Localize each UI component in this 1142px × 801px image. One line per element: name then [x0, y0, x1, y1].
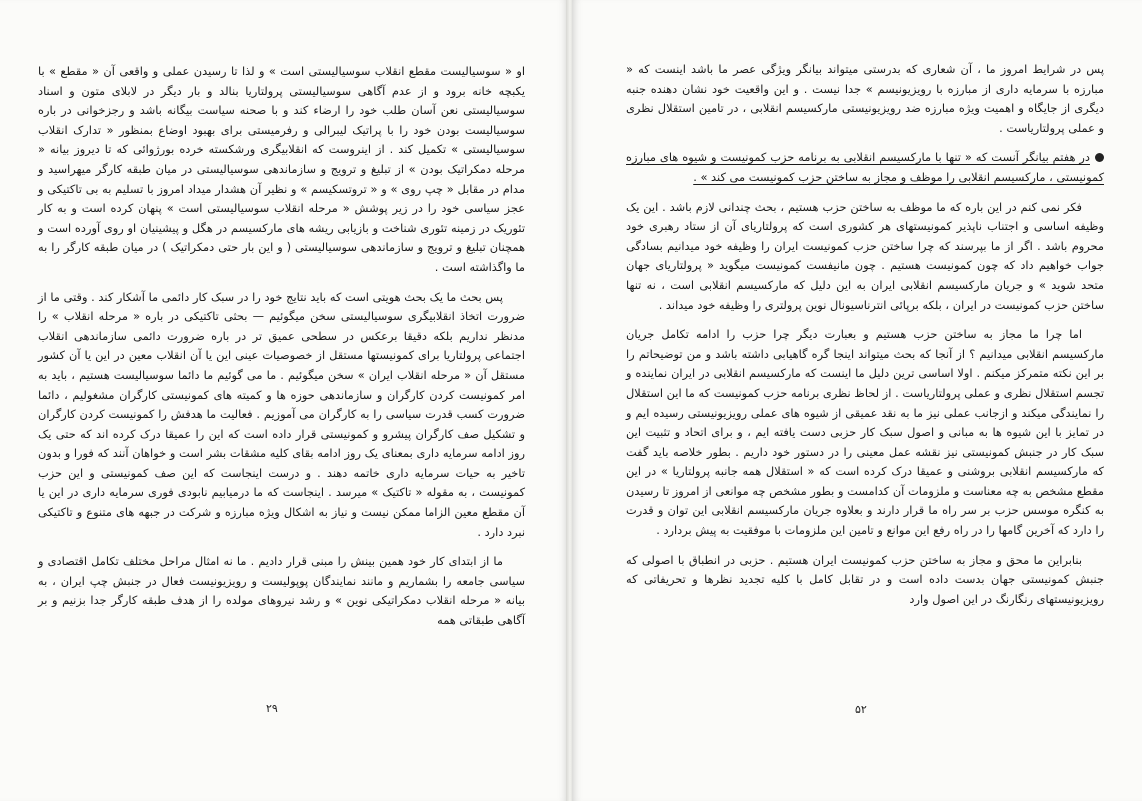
right-page-number: ۵۲ [855, 703, 867, 716]
left-page-number: ۲۹ [266, 702, 278, 715]
right-page-text [626, 60, 1104, 619]
bullet-icon [1095, 153, 1104, 162]
left-paragraph-3: ما از ابتدای کار خود همین بینش را مبنی قرار دادیم . ما نه امثال مراحل مختلف تکامل اقتصادی و سیاسی جامعه را بشماریم و مانند نمایندگان پوپولیست و رویزیونیست فعال در جنبش چپ ایران ، به بیانه « مرحله انقلاب دمکراتیکی نوین » و رشد نیروهای مولده را از هدف طبقه کارگر جدا بزنیم و بر آگاهی طبقاتی همه [38, 554, 525, 628]
left-page [0, 0, 568, 801]
right-paragraph-2: در هفتم بیانگر آنست که « تنها با مارکسیسم انقلابی به برنامه حزب کمونیست و شیوه های مبارزه کمونیستی ، مارکسیسم انقلابی را موظف و مجاز به ساختن حزب کمونیست می کند » . [626, 150, 1104, 184]
right-page [572, 0, 1142, 801]
left-page-text [38, 62, 525, 641]
right-paragraph-4: اما چرا ما مجاز به ساختن حزب هستیم و بعبارت دیگر چرا حزب را ادامه تکامل جریان مارکسیسم انقلابی میدانیم ؟ از آنجا که بحث میتواند اینجا گره گاهیابی داشته باشد و من توضیحاتم را بر این نکته متمرکز میکنم . اولا اساسی ترین دلیل ما اینست که مارکسیسم انقلابی در ایران نماینده و تجسم استقلال نظری و عملی پرولتاریاست . از لحاظ نظری برنامه حزب کمونیست که ما این استقلال را نمایندگی میکند و ازجانب عملی نیز ما به نقد عمیقی از شیوه های عملی رویزیونیستی رسیده ایم و در تمایز با این شیوه ها به مبانی و اصول سبک کار حزبی دست یافته ایم ، و برای اتحاد و تثبیت این سبک کار در جنبش کمونیستی نیز نقشه عمل معینی را در دستور خود داریم . بطور خلاصه باید گفت که مارکسیسم انقلابی بروشنی و عمیقا درک کرده است که « استقلال همه جانبه پرولتاریا » در این مقطع مشخص به چه معناست و ملزومات آن کدامست و بطور مشخص چه موانعی از امروز تا رسیدن به کنگره موسس حزب بر سر راه ما قرار دارند و بعلاوه جریان مارکسیسم انقلابی این توان و قدرت را دارد که آخرین گامها را در راه رفع این موانع و تامین این ملزومات با موفقیت به پیش بردارد . [626, 327, 1104, 538]
right-paragraph-3: فکر نمی کنم در این باره که ما موظف به ساختن حزب هستیم ، بحث چندانی لازم باشد . این یک وظیفه اساسی و اجتناب ناپذیر کمونیستهای هر کشوری است که پرولتاریای آن از ستاد رهبری خود محروم باشد . اگر از ما بپرسند که چرا ساختن حزب کمونیست ایران را وظیفه خود میدانیم بسادگی جواب خواهیم داد که چون کمونیست هستیم . چون مانیفست کمونیست میگوید « پرولتاریای جهان متحد شوید » و جریان مارکسیسم انقلابی ایران به این دلیل که مارکسیسم انقلابی است ، نه تنها ساختن حزب کمونیست در ایران ، بلکه برپائی انترناسیونال نوین پرولتری را وظیفه خود میداند . [626, 199, 1104, 312]
right-paragraph-1: پس در شرایط امروز ما ، آن شعاری که بدرستی میتواند بیانگر ویژگی عصر ما باشد اینست که « مبارزه با سرمایه داری از مبارزه با رویزیونیسم » جدا نیست . و این واقعیت خود نشان دهنده جنبه دیگری از جایگاه و اهمیت ویژه مبارزه ضد رویزیونیستی مارکسیسم انقلابی ، در تامین استقلال نظری و عملی پرولتاریاست . [626, 62, 1104, 135]
right-paragraph-2-container [626, 148, 1104, 187]
right-paragraph-5: بنابراین ما محق و مجاز به ساختن حزب کمونیست ایران هستیم . حزبی در انطباق با اصولی که جنبش کمونیستی جهان بدست داده است و در تقابل کامل با کلیه تجدید نظرها و تحریفاتی که رویزیونیستهای رنگارنگ در این اصول وارد [626, 552, 1104, 606]
left-paragraph-2: پس بحث ما یک بحث هویتی است که باید نتایج خود را در سبک کار دائمی ما آشکار کند . وقتی ما از ضرورت اتخاذ انقلابیگری سوسیالیستی سخن میگوئیم — بحثی تاکتیکی در باره « مرحله انقلاب » را مدنظر نداریم بلکه دقیقا برعکس در سطحی عمیق تر در باره ضرورت دائمی سازماندهی انقلاب اجتماعی پرولتاریا برای کمونیستها مستقل از خصوصیات عینی این یا آن انقلاب معین در این یا آن کشور مستقل آن « مرحله انقلاب ایران » سخن میگوئیم . ما می گوئیم ما دائما سوسیالیست هستیم ، باید به امر کمونیست کردن کارگران و سازماندهی حوزه ها و کمیته های کمونیستی کارگران مشغولیم ، دائما ضرورت کسب قدرت سیاسی را به کارگران می آموزیم . فعالیت ما هدفش را کمونیست کردن کارگران و تشکیل صف کارگران پیشرو و کمونیستی قرار داده است که این را عمیقا درک کرده اند که حتی یک روز ادامه سرمایه داری بمعنای یک روز ادامه بقای کلیه مشقات بشر است و خواهان آنند که فورا و بدون تاخیر به حیات سرمایه داری خاتمه دهند . و درست اینجاست که این صف کمونیستی و این حزب کمونیست ، به مقوله « تاکتیک » میرسد . اینجاست که ما درمیابیم نابودی فوری سرمایه داری در این یا آن مقطع معین الزاما ممکن نیست و نیاز به اشکال ویژه مبارزه و شرکت در جبهه های متنوع و تاکتیکی نبرد دارد . [38, 289, 525, 539]
left-paragraph-1: او « سوسیالیست مقطع انقلاب سوسیالیستی است » و لذا تا رسیدن عملی و واقعی آن « مقطع » با یکبچه خانه برود و از عدم آگاهی سوسیالیستی پرولتاریا بنالد و بار دیگر در لابلای متون و اسناد سوسیالیستی نعن آسان طلب خود را ارضاء کند و با صحنه سیاست بیگانه باشد و رجزخوانی در باره سوسیالیست بودن خود را با پراتیک لیبرالی و رفرمیستی برای بهبود اوضاع بمنظور « تدارک انقلاب سوسیالیستی » تکمیل کند . از اینروست که انقلابیگری ورشکسته خرده بورژوائی که تا دیروز بیانه « مرحله دمکراتیک بودن » از تبلیغ و ترویج و سازماندهی سوسیالیستی در میان طبقه کارگر میهراسید و مدام در مقابل « چپ روی » و « تروتسکیسم » و نظیر آن هشدار میداد امروز با تسلیم به بی تاکتیکی و عجز سیاسی خود را در زیر پوشش « مرحله انقلاب سوسیالیستی است » پنهان کرده است و به کار تئوریک در زمینه تئوری شناخت و بازیابی ریشه های مارکسیسم در هگل و پیشینیان او روی آورده است و همچنان تبلیغ و ترویج و سازماندهی سوسیالیستی ( و این بار حتی دمکراتیک ) در میان طبقه کارگر را به ما واگذاشته است . [38, 64, 525, 274]
